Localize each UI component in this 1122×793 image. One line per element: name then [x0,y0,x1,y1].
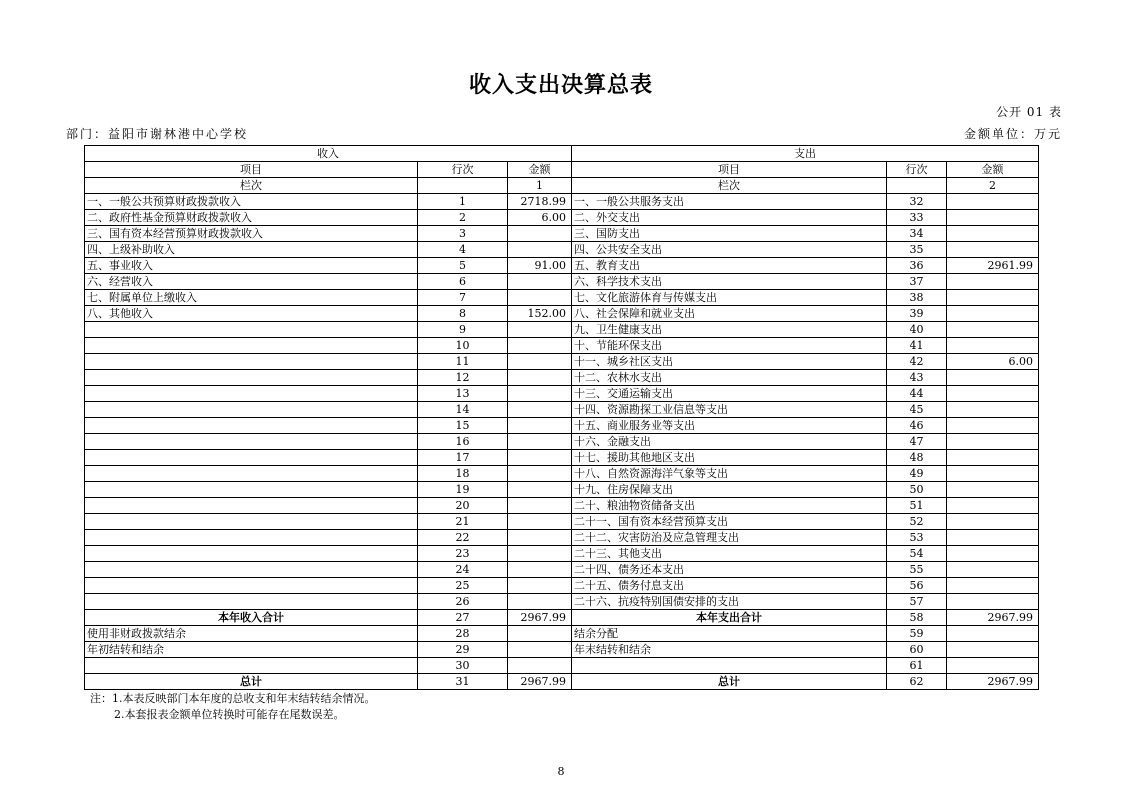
table-row [85,322,1039,338]
table-row [85,258,1039,274]
table-row [85,402,1039,418]
table-row [85,226,1039,242]
expense-row-no-cell: 33 [887,210,947,226]
expense-row-no-cell: 34 [887,226,947,242]
expense-amount-cell [947,514,1039,530]
income-amount-cell [508,418,572,434]
income-item-cell [85,514,418,530]
expense-item-cell: 二、外交支出 [572,210,887,226]
summary-row [85,610,1039,626]
expense-summary-item-cell: 结余分配 [572,626,887,642]
expense-row-no-cell: 37 [887,274,947,290]
income-amount-cell [508,386,572,402]
table-row [85,498,1039,514]
expense-row-no-cell: 54 [887,546,947,562]
income-summary-row-no-cell: 27 [418,610,508,626]
expense-amount-cell [947,402,1039,418]
expense-summary-item-cell: 总计 [572,674,887,690]
income-amount-cell [508,354,572,370]
table-row [85,210,1039,226]
page-title: 收入支出决算总表 [468,73,653,98]
table-row [85,514,1039,530]
income-amount-cell [508,562,572,578]
income-item-cell [85,546,418,562]
expense-row-no-cell: 38 [887,290,947,306]
income-amount-cell [508,546,572,562]
table-row [85,562,1039,578]
table-row [85,482,1039,498]
expense-row-no-cell: 51 [887,498,947,514]
income-item-cell [85,386,418,402]
income-item-cell: 二、政府性基金预算财政拨款收入 [85,210,418,226]
summary-row [85,642,1039,658]
expense-amount-cell [947,370,1039,386]
income-item-cell: 六、经营收入 [85,274,418,290]
income-item-cell: 四、上级补助收入 [85,242,418,258]
expense-row-no-cell: 47 [887,434,947,450]
expense-amount-header: 金额 [947,162,1039,178]
expense-amount-cell [947,322,1039,338]
income-amount-cell [508,498,572,514]
expense-row-no-cell: 40 [887,322,947,338]
expense-row-no-cell: 46 [887,418,947,434]
income-item-cell [85,402,418,418]
income-row-no-cell: 14 [418,402,508,418]
income-amount-cell [508,402,572,418]
expense-item-cell: 三、国防支出 [572,226,887,242]
expense-amount-cell [947,482,1039,498]
income-amount-cell [508,594,572,610]
expense-row-no-cell: 56 [887,578,947,594]
expense-row-no-cell: 44 [887,386,947,402]
expense-row-no-cell: 36 [887,258,947,274]
expense-amount-cell [947,594,1039,610]
summary-row [85,674,1039,690]
expense-amount-cell [947,226,1039,242]
income-row-no-cell: 18 [418,466,508,482]
income-column-no-value: 1 [508,178,572,194]
expense-amount-cell [947,434,1039,450]
income-section-header: 收入 [85,146,572,162]
income-amount-cell [508,514,572,530]
page-number: 8 [557,765,565,778]
expense-item-cell: 一、一般公共服务支出 [572,194,887,210]
expense-row-no-header: 行次 [887,162,947,178]
expense-item-cell: 二十五、债务付息支出 [572,578,887,594]
income-item-cell [85,482,418,498]
income-item-cell [85,578,418,594]
expense-section-header: 支出 [572,146,1039,162]
table-notes [90,691,376,723]
expense-item-cell: 二十六、抗疫特别国债安排的支出 [572,594,887,610]
expense-item-cell: 四、公共安全支出 [572,242,887,258]
income-amount-cell [508,290,572,306]
income-item-cell [85,370,418,386]
table-row [85,194,1039,210]
income-amount-cell [508,482,572,498]
table-row [85,434,1039,450]
expense-summary-row-no-cell: 62 [887,674,947,690]
income-item-cell [85,594,418,610]
expense-row-no-cell: 49 [887,466,947,482]
income-amount-cell [508,274,572,290]
income-item-cell: 五、事业收入 [85,258,418,274]
expense-amount-cell [947,290,1039,306]
income-row-no-cell: 26 [418,594,508,610]
income-amount-cell: 91.00 [508,258,572,274]
table-row [85,306,1039,322]
expense-item-cell: 十、节能环保支出 [572,338,887,354]
income-amount-cell [508,226,572,242]
table-row [85,594,1039,610]
expense-row-no-cell: 39 [887,306,947,322]
income-row-no-cell: 22 [418,530,508,546]
expense-row-no-cell: 42 [887,354,947,370]
expense-amount-cell [947,306,1039,322]
table-row [85,290,1039,306]
table-row [85,530,1039,546]
income-summary-item-cell: 使用非财政拨款结余 [85,626,418,642]
income-amount-header: 金额 [508,162,572,178]
income-amount-cell [508,578,572,594]
income-column-no-empty [418,178,508,194]
expense-item-cell: 五、教育支出 [572,258,887,274]
expense-amount-cell [947,194,1039,210]
expense-item-cell: 二十二、灾害防治及应急管理支出 [572,530,887,546]
income-row-no-cell: 20 [418,498,508,514]
income-summary-row-no-cell: 29 [418,642,508,658]
expense-row-no-cell: 43 [887,370,947,386]
expense-summary-amount-cell [947,626,1039,642]
income-amount-cell: 2718.99 [508,194,572,210]
note-2: 2.本套报表金额单位转换时可能存在尾数误差。 [114,708,345,721]
income-item-header: 项目 [85,162,418,178]
income-summary-amount-cell: 2967.99 [508,674,572,690]
expense-item-cell: 十五、商业服务业等支出 [572,418,887,434]
expense-amount-cell [947,418,1039,434]
income-row-no-cell: 3 [418,226,508,242]
expense-summary-amount-cell: 2967.99 [947,674,1039,690]
table-row [85,242,1039,258]
income-row-no-cell: 24 [418,562,508,578]
expense-summary-item-cell: 年末结转和结余 [572,642,887,658]
income-row-no-cell: 21 [418,514,508,530]
table-row [85,466,1039,482]
expense-row-no-cell: 41 [887,338,947,354]
expense-item-cell: 十九、住房保障支出 [572,482,887,498]
table-row [85,546,1039,562]
expense-amount-cell [947,386,1039,402]
department-label: 部门：益阳市谢林港中心学校 [66,127,249,141]
expense-item-cell: 十四、资源勘探工业信息等支出 [572,402,887,418]
expense-column-no-empty [887,178,947,194]
income-row-no-cell: 11 [418,354,508,370]
expense-amount-cell: 6.00 [947,354,1039,370]
summary-row [85,658,1039,674]
income-amount-cell [508,466,572,482]
income-expense-table [84,145,1039,690]
income-row-no-cell: 16 [418,434,508,450]
amount-unit-label: 金额单位：万元 [963,127,1062,141]
expense-amount-cell [947,546,1039,562]
income-summary-item-cell: 总计 [85,674,418,690]
income-item-cell: 三、国有资本经营预算财政拨款收入 [85,226,418,242]
expense-item-cell: 十八、自然资源海洋气象等支出 [572,466,887,482]
income-item-cell [85,466,418,482]
income-item-cell: 一、一般公共预算财政拨款收入 [85,194,418,210]
expense-summary-item-cell [572,658,887,674]
table-row [85,370,1039,386]
expense-amount-cell [947,338,1039,354]
expense-row-no-cell: 50 [887,482,947,498]
income-item-cell [85,498,418,514]
expense-amount-cell [947,466,1039,482]
income-item-cell [85,450,418,466]
income-amount-cell: 152.00 [508,306,572,322]
expense-summary-amount-cell: 2967.99 [947,610,1039,626]
income-row-no-cell: 13 [418,386,508,402]
expense-item-cell: 十七、援助其他地区支出 [572,450,887,466]
income-summary-item-cell [85,658,418,674]
table-row [85,354,1039,370]
income-row-no-cell: 12 [418,370,508,386]
income-row-no-cell: 19 [418,482,508,498]
expense-amount-cell [947,274,1039,290]
expense-row-no-cell: 53 [887,530,947,546]
expense-amount-cell [947,210,1039,226]
income-summary-amount-cell [508,642,572,658]
income-row-no-cell: 10 [418,338,508,354]
expense-item-cell: 七、文化旅游体育与传媒支出 [572,290,887,306]
income-row-no-cell: 5 [418,258,508,274]
table-row [85,450,1039,466]
expense-column-no-label: 栏次 [572,178,887,194]
expense-amount-cell [947,562,1039,578]
expense-amount-cell [947,498,1039,514]
income-row-no-cell: 1 [418,194,508,210]
expense-amount-cell [947,450,1039,466]
income-row-no-cell: 25 [418,578,508,594]
income-row-no-cell: 4 [418,242,508,258]
income-summary-amount-cell: 2967.99 [508,610,572,626]
expense-item-cell: 二十四、债务还本支出 [572,562,887,578]
table-row [85,386,1039,402]
expense-summary-amount-cell [947,642,1039,658]
expense-item-cell: 九、卫生健康支出 [572,322,887,338]
expense-item-cell: 六、科学技术支出 [572,274,887,290]
expense-item-cell: 十六、金融支出 [572,434,887,450]
expense-item-cell: 八、社会保障和就业支出 [572,306,887,322]
expense-item-header: 项目 [572,162,887,178]
expense-row-no-cell: 32 [887,194,947,210]
expense-summary-row-no-cell: 61 [887,658,947,674]
income-amount-cell [508,530,572,546]
income-summary-item-cell: 本年收入合计 [85,610,418,626]
income-summary-row-no-cell: 30 [418,658,508,674]
income-item-cell [85,418,418,434]
income-item-cell: 七、附属单位上缴收入 [85,290,418,306]
income-item-cell: 八、其他收入 [85,306,418,322]
expense-item-cell: 十二、农林水支出 [572,370,887,386]
expense-item-cell: 二十一、国有资本经营预算支出 [572,514,887,530]
income-item-cell [85,530,418,546]
expense-summary-amount-cell [947,658,1039,674]
income-amount-cell: 6.00 [508,210,572,226]
income-row-no-cell: 23 [418,546,508,562]
expense-row-no-cell: 55 [887,562,947,578]
table-row [85,578,1039,594]
income-item-cell [85,562,418,578]
expense-summary-row-no-cell: 60 [887,642,947,658]
income-amount-cell [508,322,572,338]
expense-row-no-cell: 52 [887,514,947,530]
table-row [85,338,1039,354]
income-row-no-cell: 17 [418,450,508,466]
expense-item-cell: 二十三、其他支出 [572,546,887,562]
income-row-no-cell: 7 [418,290,508,306]
expense-amount-cell: 2961.99 [947,258,1039,274]
income-summary-row-no-cell: 28 [418,626,508,642]
expense-row-no-cell: 35 [887,242,947,258]
expense-row-no-cell: 48 [887,450,947,466]
income-amount-cell [508,338,572,354]
expense-summary-item-cell: 本年支出合计 [572,610,887,626]
table-row [85,274,1039,290]
form-number: 公开 01 表 [996,105,1062,119]
income-item-cell [85,434,418,450]
expense-row-no-cell: 45 [887,402,947,418]
income-row-no-cell: 8 [418,306,508,322]
table-row [85,418,1039,434]
column-header-row [85,162,1039,178]
expense-item-cell: 二十、粮油物资储备支出 [572,498,887,514]
expense-amount-cell [947,242,1039,258]
income-summary-row-no-cell: 31 [418,674,508,690]
income-row-no-cell: 9 [418,322,508,338]
column-number-row [85,178,1039,194]
income-amount-cell [508,450,572,466]
expense-summary-row-no-cell: 58 [887,610,947,626]
expense-item-cell: 十一、城乡社区支出 [572,354,887,370]
income-column-no-label: 栏次 [85,178,418,194]
income-summary-item-cell: 年初结转和结余 [85,642,418,658]
expense-item-cell: 十三、交通运输支出 [572,386,887,402]
income-row-no-header: 行次 [418,162,508,178]
income-row-no-cell: 15 [418,418,508,434]
expense-amount-cell [947,578,1039,594]
note-1: 注：1.本表反映部门本年度的总收支和年末结转结余情况。 [90,692,376,705]
income-item-cell [85,354,418,370]
summary-row [85,626,1039,642]
expense-amount-cell [947,530,1039,546]
income-item-cell [85,338,418,354]
section-header-row [85,146,1039,162]
expense-summary-row-no-cell: 59 [887,626,947,642]
income-amount-cell [508,370,572,386]
expense-column-no-value: 2 [947,178,1039,194]
income-row-no-cell: 6 [418,274,508,290]
income-row-no-cell: 2 [418,210,508,226]
expense-row-no-cell: 57 [887,594,947,610]
income-amount-cell [508,434,572,450]
income-summary-amount-cell [508,658,572,674]
income-item-cell [85,322,418,338]
income-summary-amount-cell [508,626,572,642]
income-amount-cell [508,242,572,258]
